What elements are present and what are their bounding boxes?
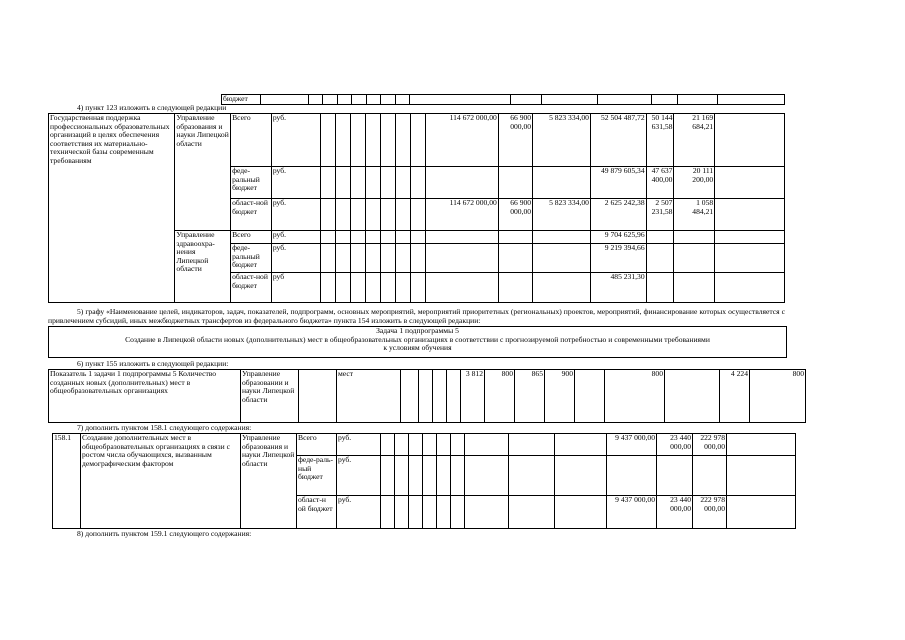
source-cell: феде-раль-ный бюджет <box>297 456 337 496</box>
value-cell <box>693 456 727 496</box>
source-cell: феде-ральный бюджет <box>231 167 272 199</box>
source-cell: област-ной бюджет <box>231 273 272 303</box>
table-row <box>49 114 785 167</box>
task-line-1: Задача 1 подпрограммы 5 <box>376 326 459 335</box>
unit-cell: руб. <box>337 456 381 496</box>
source-cell: феде-ральный бюджет <box>231 244 272 273</box>
value-cell: 20 111 200,00 <box>674 167 715 199</box>
value-cell <box>674 273 715 303</box>
unit-cell: руб <box>271 273 320 303</box>
item5-text <box>48 308 785 326</box>
value-cell <box>498 273 532 303</box>
value-cell: 9 437 000,00 <box>607 496 657 529</box>
value-cell: 2 625 242,38 <box>590 199 646 231</box>
item7-table <box>52 433 796 529</box>
item4-table <box>48 113 785 303</box>
value-cell: 1 058 484,21 <box>674 199 715 231</box>
value-cell <box>425 244 498 273</box>
value-cell <box>533 167 591 199</box>
unit-cell: руб. <box>271 231 320 244</box>
value-cell <box>498 167 532 199</box>
value-cell: 222 978 000,00 <box>693 434 727 456</box>
value-cell: 3 812 <box>461 370 485 423</box>
value-cell <box>674 231 715 244</box>
item4-heading: 4) пункт 123 изложить в следующей редакции <box>77 103 227 112</box>
value-cell <box>533 273 591 303</box>
value-cell <box>646 273 674 303</box>
item5-task-box <box>48 326 787 358</box>
value-cell <box>674 244 715 273</box>
item7-executor: Управление образования и науки Липецкой области <box>241 434 297 529</box>
value-cell: 485 231,30 <box>590 273 646 303</box>
value-cell: 800 <box>605 370 665 423</box>
value-cell: 21 169 684,21 <box>674 114 715 167</box>
item6-unit: мест <box>337 370 401 423</box>
item4-description: Государственная поддержка профессиональных образовательных организаций в целях обеспечения соответствия их материально-технической базы современным требованиям <box>49 114 175 303</box>
unit-cell: руб. <box>337 496 381 529</box>
unit-cell: руб. <box>271 167 320 199</box>
value-cell <box>646 231 674 244</box>
value-cell <box>425 231 498 244</box>
source-cell: област-ной бюджет <box>231 199 272 231</box>
value-cell <box>646 244 674 273</box>
task-line-2: Создание в Липецкой области новых (дополнительных) мест в общеобразовательных организациях в соответствии с прогнозируемой потребностью и современными требованиями <box>125 334 710 344</box>
value-cell: 5 823 334,00 <box>533 114 591 167</box>
value-cell: 9 704 625,96 <box>590 231 646 244</box>
value-cell: 9 219 394,66 <box>590 244 646 273</box>
value-cell: 52 504 487,72 <box>590 114 646 167</box>
value-cell <box>533 231 591 244</box>
source-cell: Всего <box>231 231 272 244</box>
source-cell: Всего <box>297 434 337 456</box>
table-row <box>53 434 796 456</box>
item5-paragraph: 5) графу «Наименование целей, индикаторов, задач, показателей, подпрограмм, основных мероприятий, мероприятий приоритетных (региональных) проектов, мероприятий, финансирование которых осуществляется с привлечением субсидий, иных межбюджетных трансфертов из федерального бюджета» пункта 154 изложить в следующей редакции: <box>48 307 785 325</box>
value-cell: 222 978 000,00 <box>693 496 727 529</box>
item4-executor-education: Управление образования и науки Липецкой области <box>175 114 231 231</box>
item6-description: Показатель 1 задачи 1 подпрограммы 5 Количество созданных новых (дополнительных) мест в общеобразовательных организациях <box>49 370 241 423</box>
value-cell: 865 <box>515 370 545 423</box>
unit-cell: руб. <box>337 434 381 456</box>
item7-number: 158.1 <box>53 434 81 529</box>
value-cell <box>498 231 532 244</box>
table-row <box>49 370 806 423</box>
item7-description: Создание дополнительных мест в общеобразовательных организациях в связи с ростом числа обучающихся, вызванным демографическим фактором <box>81 434 241 529</box>
value-cell: 49 879 605,34 <box>590 167 646 199</box>
value-cell <box>425 273 498 303</box>
item6-heading: 6) пункт 155 изложить в следующей редакции: <box>77 359 229 368</box>
value-cell: 2 507 231,58 <box>646 199 674 231</box>
value-cell <box>657 456 693 496</box>
unit-cell: руб. <box>271 114 320 167</box>
value-cell: 23 440 000,00 <box>657 496 693 529</box>
value-cell: 114 672 000,00 <box>425 199 498 231</box>
item4-executor-health: Управление здравоохра-нения Липецкой области <box>175 231 231 303</box>
value-cell: 800 <box>485 370 515 423</box>
value-cell: 4 224 <box>720 370 750 423</box>
value-cell: 23 440 000,00 <box>657 434 693 456</box>
task-line-3: к условиям обучения <box>383 343 452 353</box>
source-cell: Всего <box>231 114 272 167</box>
value-cell <box>607 456 657 496</box>
unit-cell: руб. <box>271 199 320 231</box>
value-cell: 900 <box>545 370 575 423</box>
value-cell: 114 672 000,00 <box>425 114 498 167</box>
item6-table <box>48 369 806 423</box>
value-cell: 47 637 400,00 <box>646 167 674 199</box>
value-cell <box>425 167 498 199</box>
value-cell: 66 900 000,00 <box>498 114 532 167</box>
unit-cell: руб. <box>271 244 320 273</box>
value-cell: 800 <box>750 370 806 423</box>
value-cell <box>498 244 532 273</box>
value-cell: 5 823 334,00 <box>533 199 591 231</box>
item6-executor: Управление образовании и науки Липецкой области <box>241 370 299 423</box>
item7-heading: 7) дополнить пунктом 158.1 следующего содержания: <box>77 423 252 432</box>
source-cell: област-н ой бюджет <box>297 496 337 529</box>
value-cell <box>533 244 591 273</box>
value-cell: 66 900 000,00 <box>498 199 532 231</box>
value-cell: 50 144 631,58 <box>646 114 674 167</box>
item8-heading: 8) дополнить пунктом 159.1 следующего содержания: <box>77 529 252 538</box>
value-cell: 9 437 000,00 <box>607 434 657 456</box>
top-fragment-cell: бюджет <box>222 95 261 105</box>
